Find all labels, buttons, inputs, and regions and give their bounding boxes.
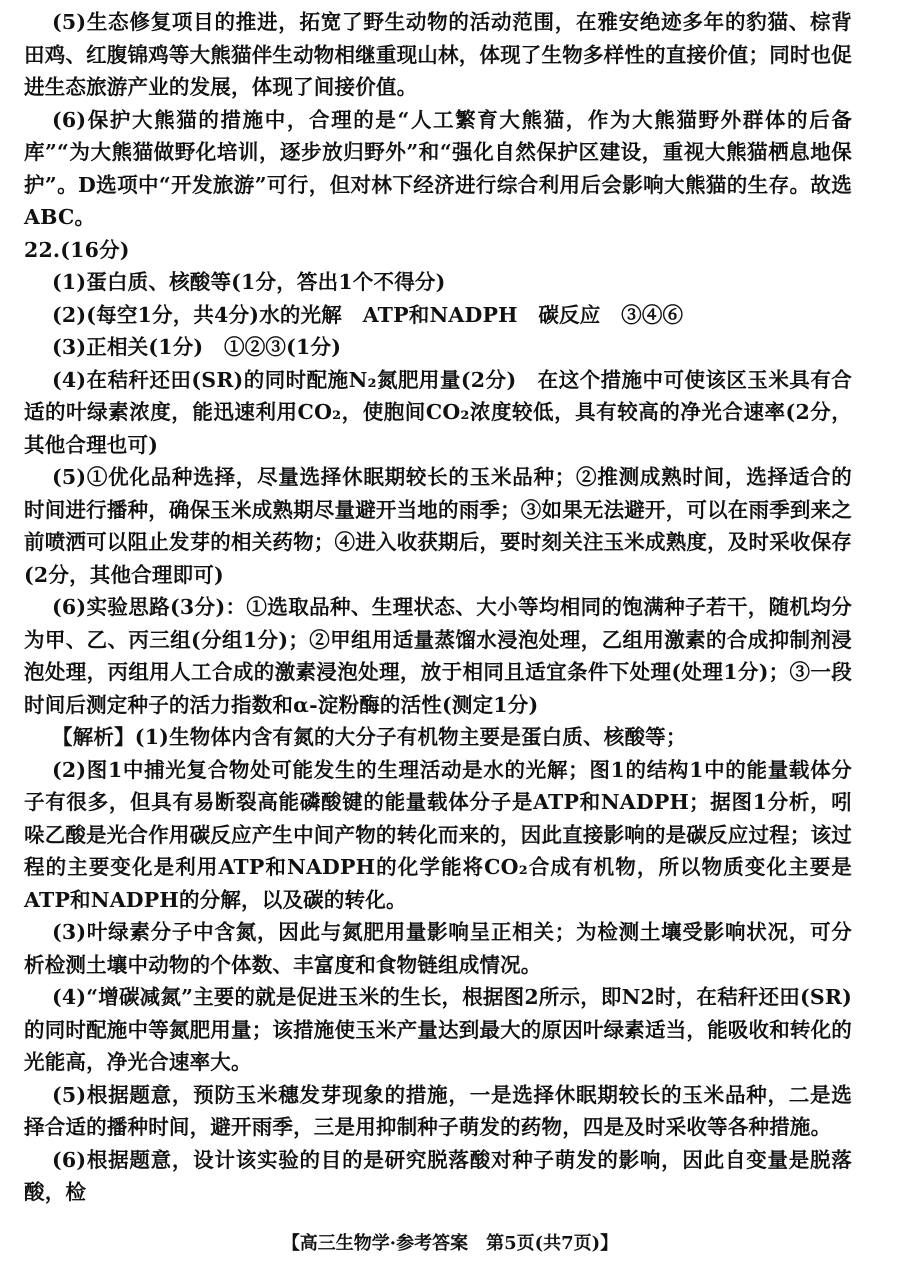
q22-analysis-2: (2)图1中捕光复合物处可能发生的生理活动是水的光解；图1的结构1中的能量载体分子有很多，但具有易断裂高能磷酸键的能量载体分子是ATP和NADPH；据图1分析，吲哚乙酸是光合作用碳反应产生中间产物的转化而来的，因此直接影响的是碳反应过程；该过程的主要变化是利用ATP和NADPH的化学能将CO₂合成有机物，所以物质变化主要是ATP和NADPH的分解，以及碳的转化。 bbox=[24, 757, 852, 912]
q22-analysis-5: (5)根据题意，预防玉米穗发芽现象的措施，一是选择休眠期较长的玉米品种，二是选择合适的播种时间，避开雨季，三是用抑制种子萌发的药物，四是及时采收等各种措施。 bbox=[24, 1082, 852, 1139]
q22-answer-3: (3)正相关(1分) ①②③(1分) bbox=[52, 335, 342, 359]
page-footer: 【高三生物学·参考答案 第5页(共7页)】 bbox=[281, 1233, 619, 1254]
q22-answer-4: (4)在秸秆还田(SR)的同时配施N₂氮肥用量(2分) 在这个措施中可使该区玉米具有合适的叶绿素浓度，能迅速利用CO₂，使胞间CO₂浓度较低，具有较高的净光合速率(2分，其他合理也可) bbox=[24, 367, 852, 457]
q21-part5-explanation: (5)生态修复项目的推进，拓宽了野生动物的活动范围，在雅安绝迹多年的豹猫、棕背田鸡、红腹锦鸡等大熊猫伴生动物相继重现山林，体现了生物多样性的直接价值；同时也促进生态旅游产业的发展，体现了间接价值。 bbox=[24, 10, 852, 99]
q22-analysis-1: 【解析】(1)生物体内含有氮的大分子有机物主要是蛋白质、核酸等； bbox=[52, 725, 687, 749]
q22-answer-2: (2)(每空1分，共4分)水的光解 ATP和NADPH 碳反应 ③④⑥ bbox=[52, 302, 684, 327]
answer-content bbox=[24, 6, 852, 1209]
q22-analysis-6: (6)根据题意，设计该实验的目的是研究脱落酸对种子萌发的影响，因此自变量是脱落酸，检 bbox=[24, 1147, 852, 1204]
q21-part6-explanation: (6)保护大熊猫的措施中，合理的是“人工繁育大熊猫，作为大熊猫野外群体的后备库”“为大熊猫做野化培训，逐步放归野外”和“强化自然保护区建设，重视大熊猫栖息地保护”。D选项中“开发旅游”可行，但对林下经济进行综合利用后会影响大熊猫的生存。故选ABC。 bbox=[24, 107, 852, 229]
q22-analysis-4: (4)“增碳减氮”主要的就是促进玉米的生长，根据图2所示，即N2时，在秸秆还田(SR)的同时配施中等氮肥用量；该措施使玉米产量达到最大的原因叶绿素适当，能吸收和转化的光能高，净光合速率大。 bbox=[24, 985, 852, 1074]
q22-analysis-3: (3)叶绿素分子中含氮，因此与氮肥用量影响呈正相关；为检测土壤受影响状况，可分析检测土壤中动物的个体数、丰富度和食物链组成情况。 bbox=[24, 920, 852, 977]
q22-answer-5: (5)①优化品种选择，尽量选择休眠期较长的玉米品种；②推测成熟时间，选择适合的时间进行播种，确保玉米成熟期尽量避开当地的雨季；③如果无法避开，可以在雨季到来之前喷洒可以阻止发芽的相关药物；④进入收获期后，要时刻关注玉米成熟度，及时采收保存(2分，其他合理即可) bbox=[24, 465, 852, 587]
q22-heading: 22.(16分) bbox=[24, 237, 130, 262]
q22-answer-6: (6)实验思路(3分)：①选取品种、生理状态、大小等均相同的饱满种子若干，随机均分为甲、乙、丙三组(分组1分)；②甲组用适量蒸馏水浸泡处理，乙组用激素的合成抑制剂浸泡处理，丙组用人工合成的激素浸泡处理，放于相同且适宜条件下处理(处理1分)；③一段时间后测定种子的活力指数和α-淀粉酶的活性(测定1分) bbox=[24, 595, 852, 717]
q22-answer-1: (1)蛋白质、核酸等(1分，答出1个不得分) bbox=[52, 270, 446, 294]
